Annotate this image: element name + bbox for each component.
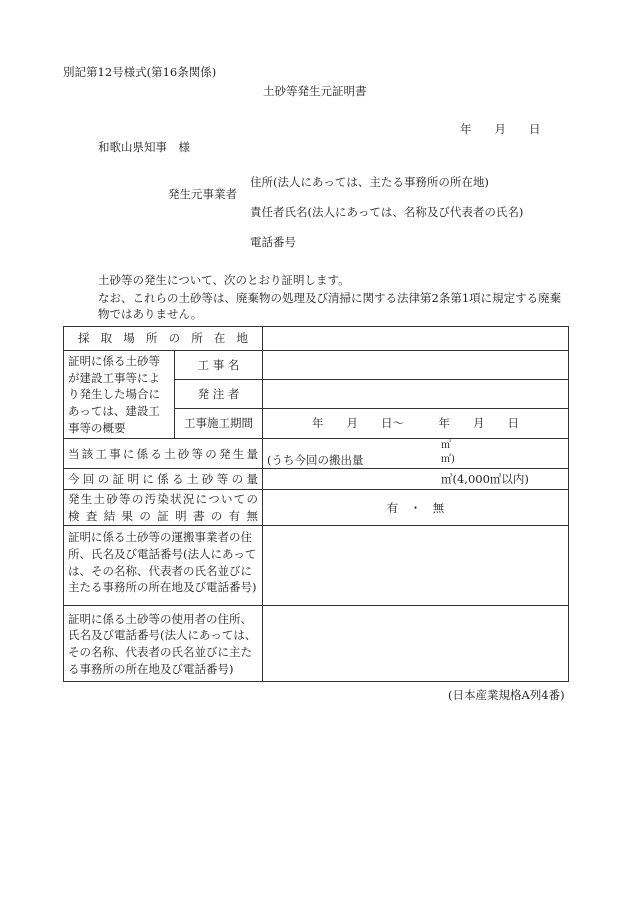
paper-size-note: (日本産業規格A列4番)	[448, 688, 565, 702]
table-row	[64, 606, 569, 682]
row-transporter-label: 証明に係る土砂等の運搬事業者の住所、氏名及び電話番号(法人にあっては、その名称、代表者の氏名並びに主たる事務所の所在地及び電話番号)	[64, 526, 263, 606]
row-current-volume-value[interactable]: ㎥(4,000㎥以内)	[263, 469, 569, 490]
row-collection-location-value[interactable]	[263, 327, 569, 351]
shipment-volume-label: (うち今回の搬出量	[267, 453, 364, 468]
form-number: 別記第12号様式(第16条関係)	[63, 65, 217, 79]
table-row	[64, 439, 569, 469]
applicant-name-label: 責任者氏名(法人にあっては、名称及び代表者の氏名)	[250, 205, 524, 219]
table-row	[64, 490, 569, 526]
row-contamination-certificate-value[interactable]: 有 ・ 無	[263, 490, 569, 526]
row-contamination-certificate-label: 発生土砂等の汚染状況についての 検査結果の証明書の有無	[64, 490, 263, 526]
waste-disclaimer-line2: 物ではありません。	[98, 307, 203, 321]
row-construction-period-label: 工事施工期間	[175, 409, 263, 439]
certification-statement: 土砂等の発生について、次のとおり証明します。	[98, 273, 350, 287]
applicant-phone-label: 電話番号	[250, 235, 296, 249]
certificate-table	[63, 326, 569, 682]
row-construction-period-value[interactable]: 年 月 日～ 年 月 日	[263, 409, 569, 439]
table-row	[64, 351, 569, 380]
row-current-volume-label: 今回の証明に係る土砂等の量	[64, 469, 263, 490]
table-row	[64, 469, 569, 490]
table-row	[64, 526, 569, 606]
row-user-value[interactable]	[263, 606, 569, 682]
table-row	[64, 327, 569, 351]
total-volume-unit: ㎥	[441, 440, 451, 452]
shipment-volume-unit: ㎥)	[441, 454, 455, 466]
row-construction-name-label: 工 事 名	[175, 351, 263, 380]
row-transporter-value[interactable]	[263, 526, 569, 606]
document-title: 土砂等発生元証明書	[263, 84, 367, 98]
row-construction-name-value[interactable]	[263, 351, 569, 380]
row-collection-location-label: 採 取 場 所 の 所 在 地	[64, 327, 263, 351]
row-total-volume-value[interactable]	[263, 439, 569, 469]
date-line: 年 月 日	[460, 122, 541, 136]
row-construction-overview-label: 証明に係る土砂等が建設工事等により発生した場合にあっては、建設工事等の概要	[64, 351, 175, 439]
applicant-role-label: 発生元事業者	[168, 187, 237, 201]
row-total-volume-label: 当該工事に係る土砂等の発生量	[64, 439, 263, 469]
waste-disclaimer-line1: なお、これらの土砂等は、廃棄物の処理及び清掃に関する法律第2条第1項に規定する廃棄	[98, 291, 562, 305]
row-orderer-label: 発 注 者	[175, 380, 263, 409]
row-orderer-value[interactable]	[263, 380, 569, 409]
row-user-label: 証明に係る土砂等の使用者の住所、氏名及び電話番号(法人にあっては、その名称、代表者の氏名並びに主たる事務所の所在地及び電話番号)	[64, 606, 263, 682]
applicant-address-label: 住所(法人にあっては、主たる事務所の所在地)	[250, 175, 489, 189]
addressee: 和歌山県知事 様	[98, 140, 190, 154]
